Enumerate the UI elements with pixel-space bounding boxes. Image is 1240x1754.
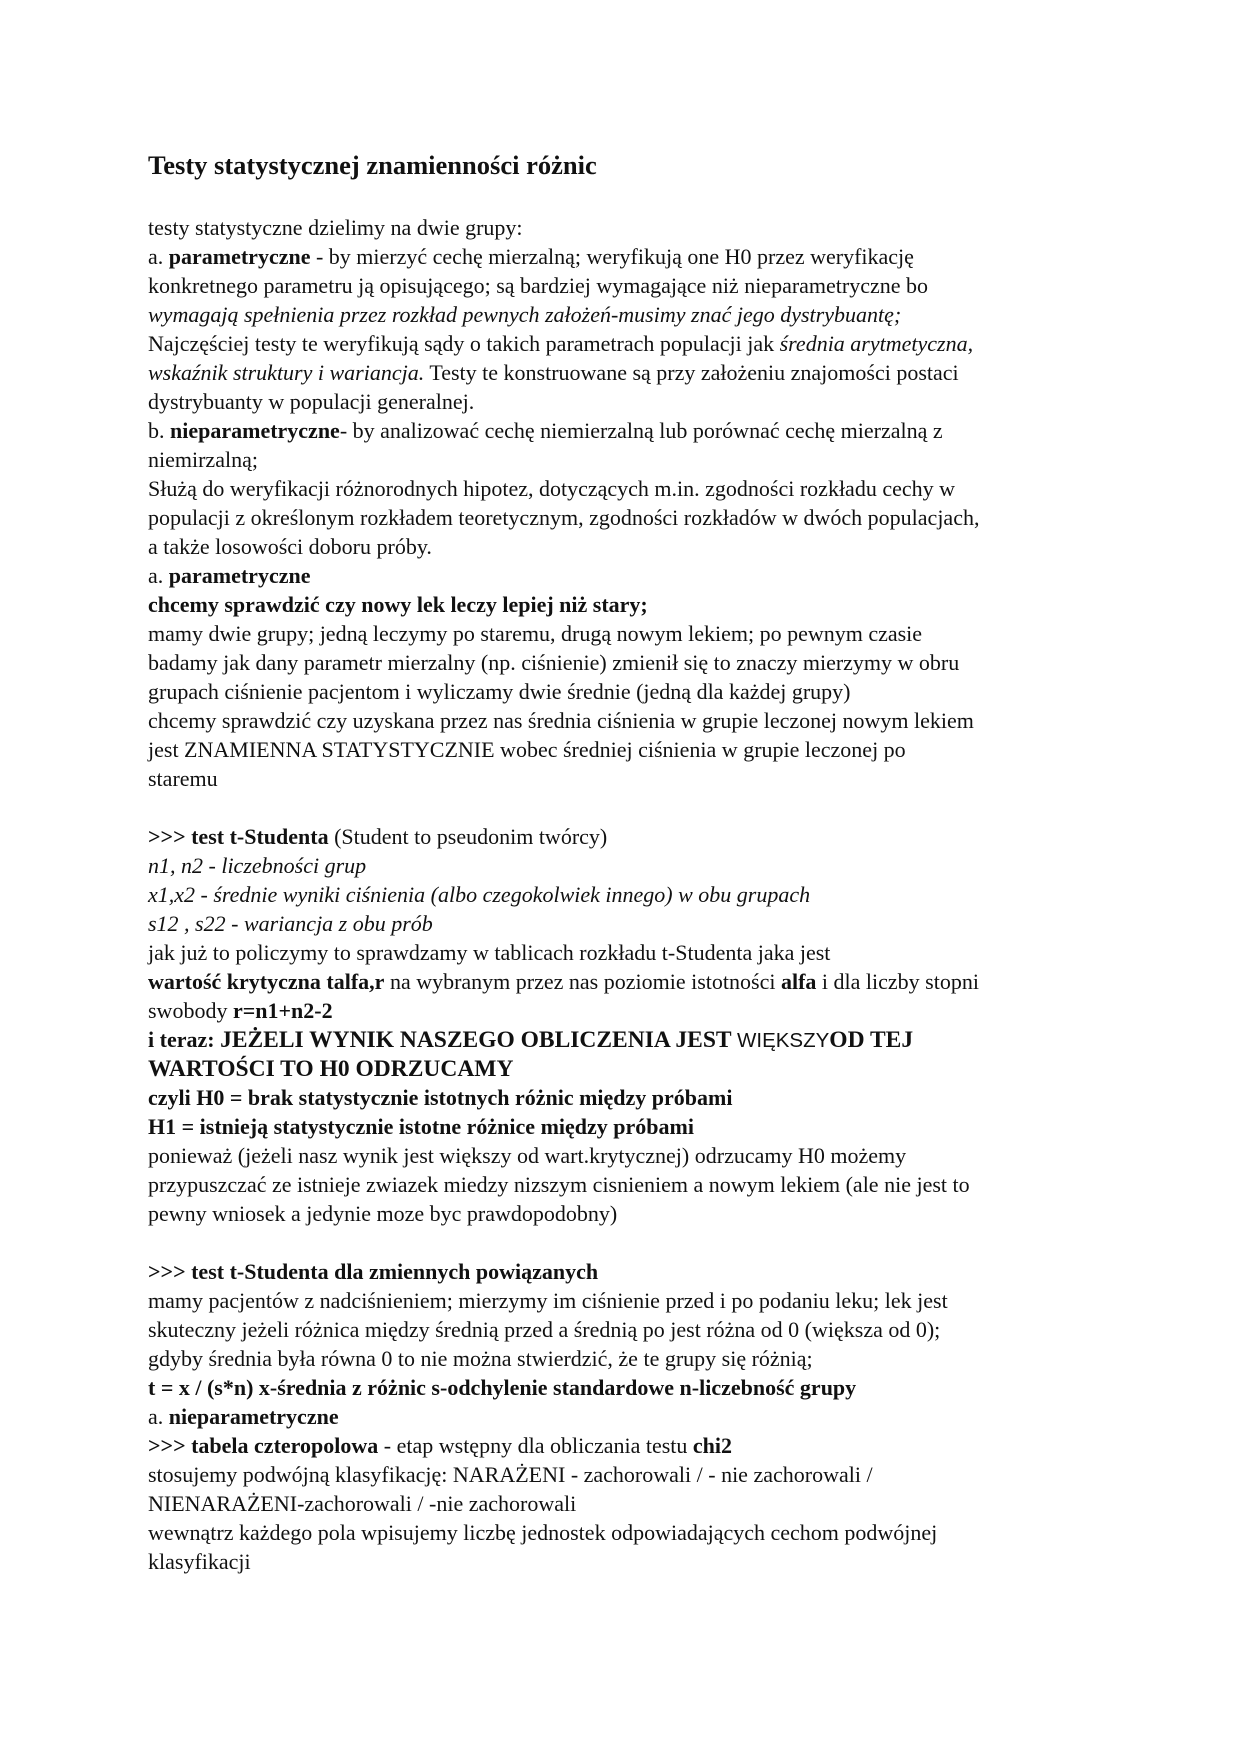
text-line: populacji z określonym rozkładem teoretycznym, zgodności rozkładów w dwóch populacjach, — [148, 505, 980, 530]
text-line: gdyby średnia była równa 0 to nie można stwierdzić, że te grupy się różnią; — [148, 1346, 813, 1371]
text-line — [148, 822, 1108, 851]
text-line: wewnątrz każdego pola wpisujemy liczbę jednostek odpowiadających cechom podwójnej — [148, 1520, 938, 1545]
text-span: Najczęściej testy te weryfikują sądy o takich parametrach populacji jak — [148, 331, 780, 356]
bold-text: wartość krytyczna talfa,r — [148, 969, 385, 994]
italic-text: - liczebności grup — [203, 853, 367, 878]
text-line — [148, 329, 1108, 358]
list-marker: b. — [148, 418, 170, 443]
text-line — [148, 909, 1108, 938]
italic-text: x1,x2 — [148, 882, 196, 907]
italic-text: - wariancja z obu prób — [225, 911, 433, 936]
text-line: przypuszczać ze istnieje zwiazek miedzy nizszym cisnieniem a nowym lekiem (ale nie jest to — [148, 1172, 970, 1197]
text-line: badamy jak dany parametr mierzalny (np. ciśnienie) zmienił się to znaczy mierzymy w obru — [148, 650, 960, 675]
text-line: pewny wniosek a jedynie moze byc prawdopodobny) — [148, 1201, 618, 1226]
bold-text: H1 = istnieją statystycznie istotne różnice między próbami — [148, 1114, 694, 1139]
text-line — [148, 1025, 1108, 1054]
italic-text: wskaźnik struktury i wariancja. — [148, 360, 425, 385]
bold-text: chcemy sprawdzić czy nowy lek leczy lepiej niż stary; — [148, 592, 648, 617]
italic-text: średnia arytmetyczna, — [779, 331, 974, 356]
text-line: testy statystyczne dzielimy na dwie grupy: — [148, 215, 523, 240]
bold-text: r=n1+n2-2 — [232, 998, 333, 1023]
text-line: mamy dwie grupy; jedną leczymy po staremu, drugą nowym lekiem; po pewnym czasie — [148, 621, 923, 646]
bold-text: t = x / (s*n) x-średnia z różnic s-odchylenie standardowe n-liczebność grupy — [148, 1375, 857, 1400]
text-line: mamy pacjentów z nadciśnieniem; mierzymy im ciśnienie przed i po podaniu leku; lek jest — [148, 1288, 948, 1313]
text-span: na wybranym przez nas poziomie istotności — [384, 969, 781, 994]
text-line: staremu — [148, 766, 218, 791]
text-line — [148, 242, 1108, 271]
bold-text: JEŻELI WYNIK NASZEGO OBLICZENIA JEST — [220, 1027, 738, 1053]
list-marker: a. — [148, 1404, 169, 1429]
text-span: - etap wstępny dla obliczania testu — [378, 1433, 693, 1458]
term-parametric: parametryczne — [168, 244, 311, 269]
text-line: NIENARAŻENI-zachorowali / -nie zachorowali — [148, 1491, 577, 1516]
text-span: WIĘKSZY — [737, 1029, 830, 1052]
text-line — [148, 996, 1108, 1025]
section-heading: >>> test t-Studenta — [148, 824, 329, 849]
text-line — [148, 1112, 1108, 1141]
text-line: stosujemy podwójną klasyfikację: NARAŻENI - zachorowali / - nie zachorowali / — [148, 1462, 873, 1487]
section-heading: parametryczne — [168, 563, 311, 588]
text-line: ponieważ (jeżeli nasz wynik jest większy od wart.krytycznej) odrzucamy H0 możemy — [148, 1143, 907, 1168]
text-line — [148, 1083, 1108, 1112]
section-heading: >>> test t-Studenta dla zmiennych powiązanych — [148, 1259, 599, 1284]
text-line — [148, 1431, 1108, 1460]
italic-text: n1, n2 — [148, 853, 203, 878]
text-span: Testy te konstruowane są przy założeniu znajomości postaci — [424, 360, 959, 385]
text-line — [148, 300, 1108, 329]
list-marker: a. — [148, 563, 169, 588]
text-line: niemirzalną; — [148, 447, 258, 472]
text-line — [148, 1402, 1108, 1431]
text-line: jak już to policzymy to sprawdzamy w tablicach rozkładu t-Studenta jaka jest — [148, 940, 831, 965]
text-line: grupach ciśnienie pacjentom i wyliczamy dwie średnie (jedną dla każdej grupy) — [148, 679, 851, 704]
text-span: i dla liczby stopni — [816, 969, 979, 994]
bold-text: OD TEJ — [829, 1027, 914, 1053]
bold-text: i teraz: — [148, 1027, 221, 1052]
text-line — [148, 967, 1108, 996]
text-line: jest ZNAMIENNA STATYSTYCZNIE wobec średniej ciśnienia w grupie leczonej po — [148, 737, 906, 762]
bold-text: alfa — [780, 969, 817, 994]
bold-text: chi2 — [692, 1433, 733, 1458]
bold-text: czyli H0 = brak statystycznie istotnych różnic między próbami — [148, 1085, 733, 1110]
text-span: - by mierzyć cechę mierzalną; weryfikują one H0 przez weryfikację — [310, 244, 914, 269]
bold-text: WARTOŚCI TO H0 ODRZUCAMY — [148, 1056, 514, 1082]
text-line — [148, 590, 1108, 619]
document-body — [148, 213, 1108, 1576]
text-line: konkretnego parametru ją opisującego; są bardziej wymagające niż nieparametryczne bo — [148, 273, 929, 298]
text-line — [148, 880, 1108, 909]
list-marker: a. — [148, 244, 169, 269]
text-line — [148, 561, 1108, 590]
text-line — [148, 1054, 1108, 1083]
text-line: dystrybuanty w populacji generalnej. — [148, 389, 475, 414]
text-line — [148, 1257, 1108, 1286]
text-line: Służą do weryfikacji różnorodnych hipotez, dotyczących m.in. zgodności rozkładu cechy w — [148, 476, 955, 501]
text-line — [148, 358, 1108, 387]
text-line — [148, 851, 1108, 880]
text-line: klasyfikacji — [148, 1549, 251, 1574]
blank-line — [148, 1228, 1108, 1257]
blank-line — [148, 793, 1108, 822]
italic-text: wymagają spełnienia przez rozkład pewnych założeń-musimy znać jego dystrybuantę; — [148, 302, 902, 327]
text-line — [148, 1373, 1108, 1402]
text-line: a także losowości doboru próby. — [148, 534, 432, 559]
text-line — [148, 416, 1108, 445]
term-nonparametric: nieparametryczne — [170, 418, 340, 443]
text-line: chcemy sprawdzić czy uzyskana przez nas średnia ciśnienia w grupie leczonej nowym lekiem — [148, 708, 974, 733]
section-heading: >>> tabela czteropolowa — [148, 1433, 379, 1458]
page-title: Testy statystycznej znamienności różnic — [148, 150, 597, 180]
text-line: skuteczny jeżeli różnica między średnią przed a średnią po jest różna od 0 (większa od 0); — [148, 1317, 941, 1342]
text-span: - by analizować cechę niemierzalną lub porównać cechę mierzalną z — [339, 418, 943, 443]
italic-text: s12 , s22 — [148, 911, 226, 936]
section-heading: nieparametryczne — [168, 1404, 339, 1429]
text-span: (Student to pseudonim twórcy) — [328, 824, 608, 849]
italic-text: - średnie wyniki ciśnienia (albo czegokolwiek innego) w obu grupach — [195, 882, 811, 907]
text-span: swobody — [148, 998, 233, 1023]
